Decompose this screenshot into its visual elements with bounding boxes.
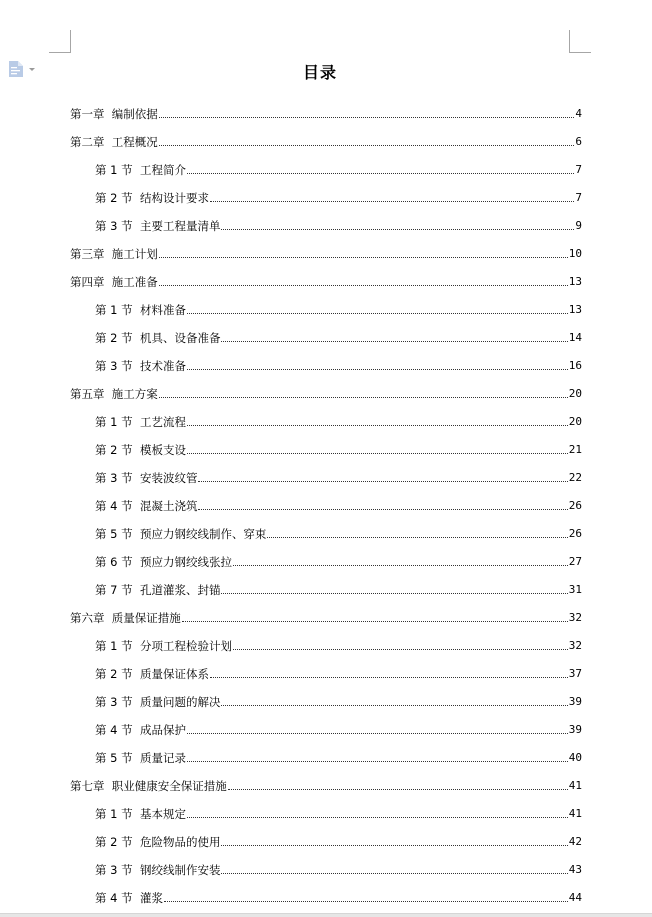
toc-page-number: 43 <box>568 863 582 876</box>
toc-entry-label: 第 2 节 模板支设 <box>95 443 186 457</box>
dot-leader <box>182 620 568 622</box>
dot-leader <box>198 480 567 482</box>
dot-leader <box>221 592 567 594</box>
toc-section-entry[interactable] <box>70 681 582 709</box>
toc-page-number: 6 <box>575 135 582 148</box>
toc-entry-label: 第 1 节 分项工程检验计划 <box>95 639 232 653</box>
toc-chapter-entry[interactable] <box>70 597 582 625</box>
toc-chapter-entry[interactable] <box>70 233 582 261</box>
toc-page-number: 7 <box>575 163 582 176</box>
toc-entry-label: 第 5 节 质量记录 <box>95 751 186 765</box>
dot-leader <box>159 256 568 258</box>
dot-leader <box>187 816 568 818</box>
dot-leader <box>159 396 568 398</box>
toc-entry-label: 第七章 职业健康安全保证措施 <box>70 779 227 793</box>
dot-leader <box>210 676 568 678</box>
dot-leader <box>228 788 568 790</box>
toc-entry-label: 第 2 节 结构设计要求 <box>95 191 209 205</box>
toc-section-entry[interactable] <box>70 793 582 821</box>
dot-leader <box>233 564 568 566</box>
toc-page-number: 37 <box>568 667 582 680</box>
toc-page-number: 31 <box>568 583 582 596</box>
toc-entry-label: 第 2 节 质量保证体系 <box>95 667 209 681</box>
toc-page-number: 42 <box>568 835 582 848</box>
toc-section-entry[interactable] <box>70 149 582 177</box>
toc-entry-label: 第五章 施工方案 <box>70 387 158 401</box>
toc-chapter-entry[interactable] <box>70 765 582 793</box>
toc-section-entry[interactable] <box>70 457 582 485</box>
dot-leader <box>159 144 575 146</box>
dot-leader <box>198 508 567 510</box>
dot-leader <box>187 760 568 762</box>
toc-page-number: 22 <box>568 471 582 484</box>
toc-entry-label: 第 2 节 机具、设备准备 <box>95 331 221 345</box>
toc-page-number: 13 <box>568 275 582 288</box>
toc-entry-label: 第 6 节 预应力钢绞线张拉 <box>95 555 232 569</box>
page-title: 目录 <box>302 63 337 82</box>
toc-entry-label: 第六章 质量保证措施 <box>70 611 181 625</box>
toc-section-entry[interactable] <box>70 513 582 541</box>
toc-entry-label: 第 2 节 危险物品的使用 <box>95 835 221 849</box>
toc-entry-label: 第 1 节 基本规定 <box>95 807 186 821</box>
toc-page-number: 10 <box>568 247 582 260</box>
toc-section-entry[interactable] <box>70 177 582 205</box>
toc-section-entry[interactable] <box>70 821 582 849</box>
toc-page-number: 32 <box>568 611 582 624</box>
dot-leader <box>187 732 568 734</box>
toc-entry-label: 第 3 节 安装波纹管 <box>95 471 198 485</box>
toc-entry-label: 第三章 施工计划 <box>70 247 158 261</box>
toc-section-entry[interactable] <box>70 569 582 597</box>
toc-section-entry[interactable] <box>70 541 582 569</box>
toc-page-number: 26 <box>568 527 582 540</box>
page-corner-mark-top-left <box>49 30 71 53</box>
toc-chapter-entry[interactable] <box>70 121 582 149</box>
dot-leader <box>221 704 567 706</box>
page-corner-mark-top-right <box>569 30 591 53</box>
toc-entry-label: 第 3 节 技术准备 <box>95 359 186 373</box>
dot-leader <box>221 228 574 230</box>
toc-section-entry[interactable] <box>70 625 582 653</box>
toc-page-number: 7 <box>575 191 582 204</box>
toc-entry-label: 第 3 节 钢绞线制作安装 <box>95 863 221 877</box>
toc-page-number: 27 <box>568 555 582 568</box>
toc-page-number: 44 <box>568 891 582 904</box>
toc-page-number: 9 <box>575 219 582 232</box>
toc-page-number: 40 <box>568 751 582 764</box>
toc-page-number: 20 <box>568 387 582 400</box>
toc-section-entry[interactable] <box>70 317 582 345</box>
dot-leader <box>159 116 575 118</box>
toc-chapter-entry[interactable] <box>70 93 582 121</box>
dot-leader <box>210 200 574 202</box>
toc-entry-label: 第 5 节 预应力钢绞线制作、穿束 <box>95 527 267 541</box>
toc-page-number: 21 <box>568 443 582 456</box>
toc-chapter-entry[interactable] <box>70 261 582 289</box>
toc-section-entry[interactable] <box>70 485 582 513</box>
toc-entry-label: 第 3 节 主要工程量清单 <box>95 219 221 233</box>
toc-page-number: 4 <box>575 107 582 120</box>
toc-section-entry[interactable] <box>70 737 582 765</box>
dot-leader <box>187 368 568 370</box>
toc-entry-label: 第一章 编制依据 <box>70 107 158 121</box>
toc-section-entry[interactable] <box>70 205 582 233</box>
toc-page-number: 14 <box>568 331 582 344</box>
dot-leader <box>187 172 574 174</box>
toc-section-entry[interactable] <box>70 401 582 429</box>
dot-leader <box>221 844 567 846</box>
page-bottom-edge <box>0 913 652 917</box>
toc-section-entry[interactable] <box>70 429 582 457</box>
toc-entry-label: 第 4 节 成品保护 <box>95 723 186 737</box>
toc-section-entry[interactable] <box>70 709 582 737</box>
toc-entry-label: 第四章 施工准备 <box>70 275 158 289</box>
dot-leader <box>164 900 568 902</box>
dot-leader <box>267 536 567 538</box>
toc-chapter-entry[interactable] <box>70 373 582 401</box>
toc-entry-label: 第 1 节 材料准备 <box>95 303 186 317</box>
toc-entry-label: 第 4 节 灌浆 <box>95 891 163 905</box>
dot-leader <box>221 872 567 874</box>
toc-page-number: 32 <box>568 639 582 652</box>
toc-page-number: 39 <box>568 723 582 736</box>
toc-entry-label: 第 7 节 孔道灌浆、封锚 <box>95 583 221 597</box>
dot-leader <box>159 284 568 286</box>
toc-section-entry[interactable] <box>70 849 582 877</box>
toc-page-number: 26 <box>568 499 582 512</box>
toc-entry-label: 第 4 节 混凝土浇筑 <box>95 499 198 513</box>
toc-entry-label: 第二章 工程概况 <box>70 135 158 149</box>
dot-leader <box>187 312 568 314</box>
dot-leader <box>187 424 568 426</box>
toc-entry-label: 第 1 节 工艺流程 <box>95 415 186 429</box>
dot-leader <box>233 648 568 650</box>
dot-leader <box>187 452 568 454</box>
toc-page-number: 41 <box>568 779 582 792</box>
toc-section-entry[interactable] <box>70 289 582 317</box>
toc-page-number: 13 <box>568 303 582 316</box>
toc-page-number: 39 <box>568 695 582 708</box>
toc-page-number: 20 <box>568 415 582 428</box>
toc-entry-label: 第 1 节 工程简介 <box>95 163 186 177</box>
toc-page-number: 16 <box>568 359 582 372</box>
toc-entry-label: 第 3 节 质量问题的解决 <box>95 695 221 709</box>
dot-leader <box>221 340 567 342</box>
table-of-contents <box>70 93 582 905</box>
toc-section-entry[interactable] <box>70 877 582 905</box>
toc-section-entry[interactable] <box>70 653 582 681</box>
toc-section-entry[interactable] <box>70 345 582 373</box>
toc-page-number: 41 <box>568 807 582 820</box>
